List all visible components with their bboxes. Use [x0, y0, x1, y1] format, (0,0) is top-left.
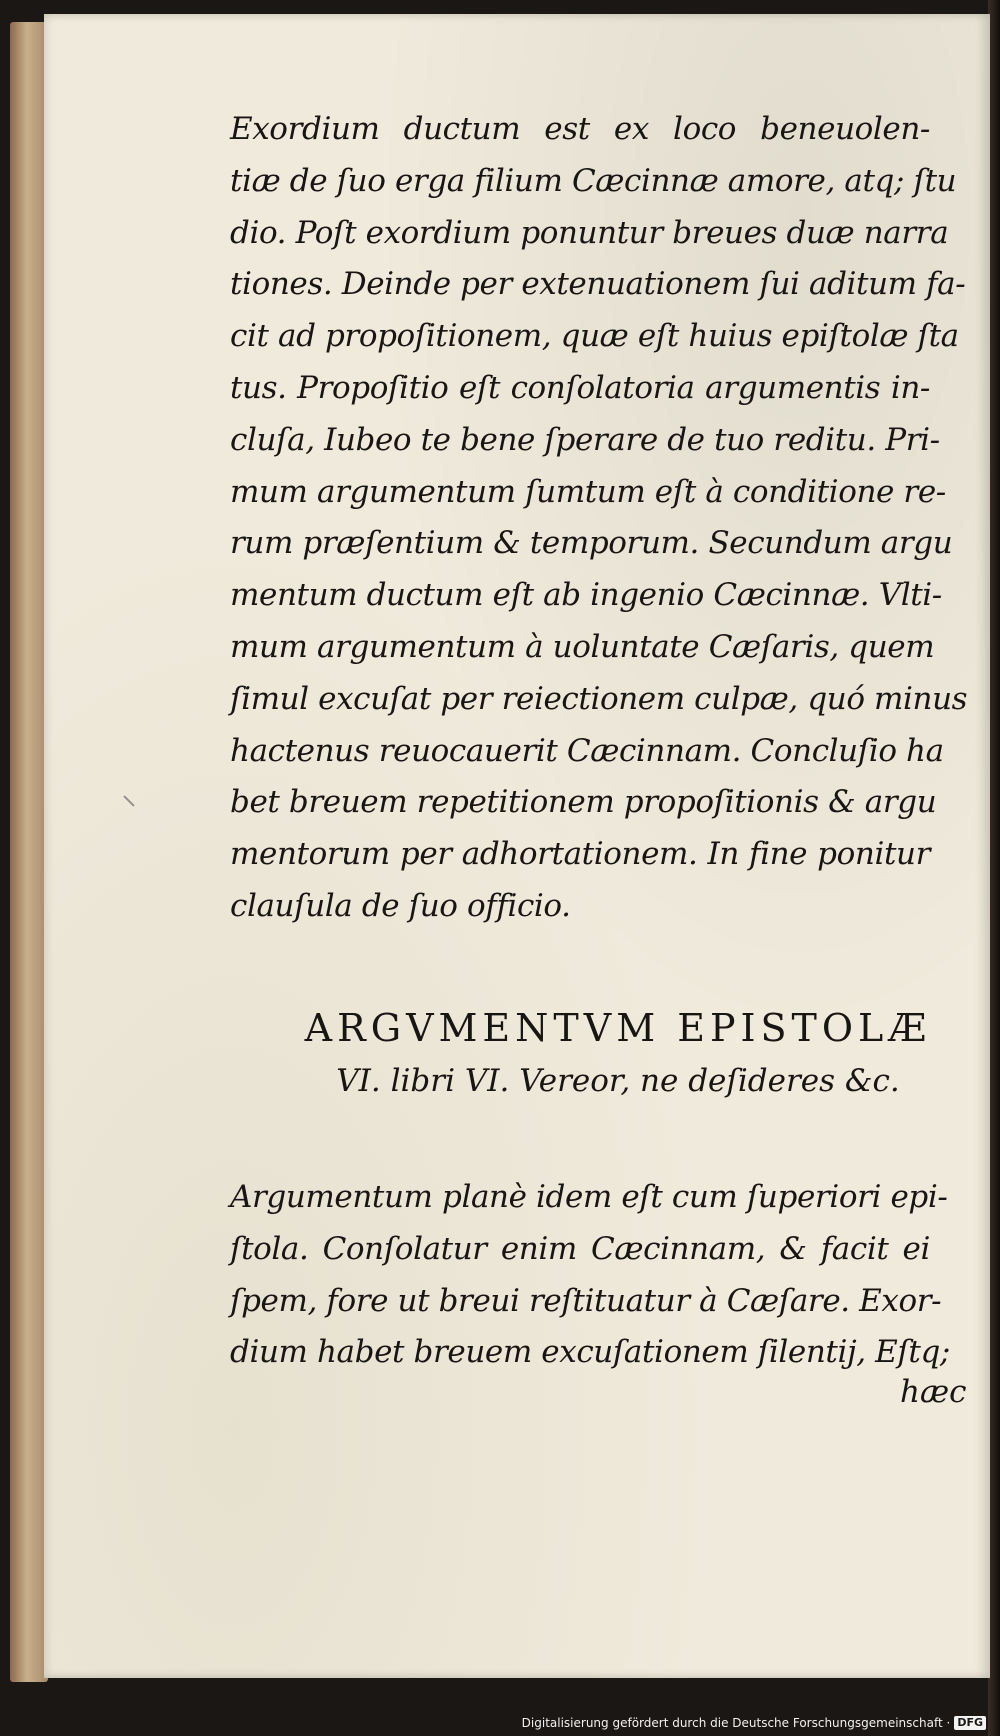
- text-line: Argumentum planè idem eſt cum ſuperiori epi-: [230, 1179, 948, 1215]
- text-line: ſpem, fore ut breui reſtituatur à Cæſare. Exor-: [230, 1282, 942, 1319]
- heading-title: ARGVMENTVM EPISTOLÆ: [304, 1006, 932, 1050]
- text-line: bet breuem repetitionem propoſitionis & argu: [230, 784, 937, 821]
- text-line: tiones. Deinde per extenuationem ſui aditum fa-: [230, 266, 966, 303]
- text-line: Exordium ductum est ex loco beneuolen-: [230, 111, 930, 147]
- text-line: mentum ductum eſt ab ingenio Cæcinnæ. Vlti-: [230, 577, 942, 614]
- text-line: cluſa, Iubeo te bene ſperare de tuo reditu. Pri-: [230, 421, 940, 458]
- text-line: tus. Propoſitio eſt conſolatoria argumentis in-: [230, 369, 930, 406]
- first-paragraph: [230, 104, 968, 933]
- text-line: ſimul excuſat per reiectionem culpæ, quó minus: [230, 680, 968, 717]
- text-line: cit ad propoſitionem, quæ eſt huius epiſtolæ ſta: [230, 318, 959, 355]
- second-paragraph: [230, 1172, 950, 1379]
- text-line: hactenus reuocauerit Cæcinnam. Concluſio ha: [230, 732, 944, 769]
- text-line: ſtola. Conſolatur enim Cæcinnam, & facit ei: [230, 1230, 930, 1267]
- text-line: dium habet breuem excuſationem ſilentij, Eſtq;: [230, 1334, 950, 1371]
- digitization-credit: [522, 1716, 986, 1730]
- section-heading: [268, 1000, 968, 1106]
- margin-mark: [123, 795, 134, 806]
- text-line: tiæ de ſuo erga filium Cæcinnæ amore, atq; ſtu: [230, 162, 957, 199]
- dfg-logo: DFG: [954, 1716, 986, 1730]
- heading-subtitle: VI. libri VI. Vereor, ne deſideres &c.: [336, 1063, 900, 1099]
- catchword: hæc: [900, 1374, 967, 1410]
- credit-text: Digitalisierung gefördert durch die Deutsche Forschungsgemeinschaft ·: [521, 1716, 951, 1730]
- text-line: dio. Poſt exordium ponuntur breues duæ narra: [230, 214, 949, 251]
- text-line: mentorum per adhortationem. In fine ponitur: [230, 836, 930, 873]
- text-line: clauſula de ſuo officio.: [230, 887, 571, 924]
- book-edge: [10, 22, 48, 1682]
- text-line: mum argumentum ſumtum eſt à conditione re-: [230, 473, 946, 510]
- text-line: mum argumentum à uoluntate Cæſaris, quem: [230, 628, 935, 665]
- text-line: rum præſentium & temporum. Secundum argu: [230, 525, 953, 562]
